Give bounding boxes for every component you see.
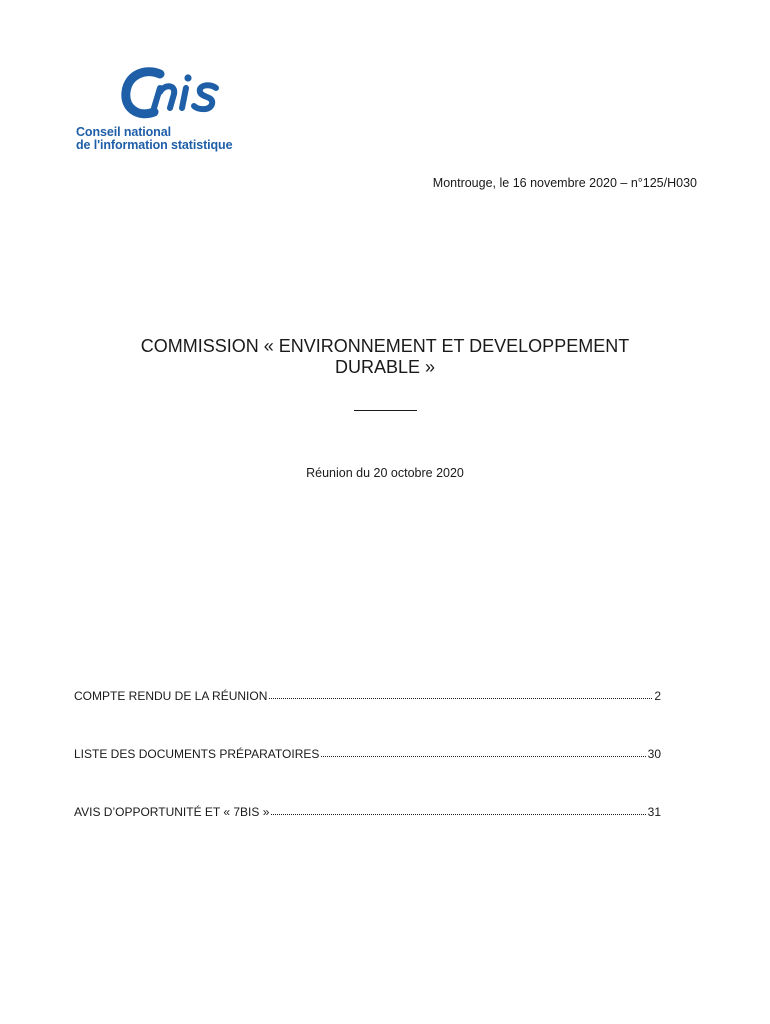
org-name [76, 126, 232, 152]
document-title-line2: DURABLE » [334, 357, 436, 377]
toc-leader-dots [321, 746, 645, 757]
cnis-logo-mark [120, 66, 230, 120]
toc-entry-label: LISTE DES DOCUMENTS PRÉPARATOIRES [74, 747, 320, 761]
document-title-line1: COMMISSION « ENVIRONNEMENT ET DEVELOPPEMENT [140, 336, 630, 356]
toc-entry-label: AVIS D’OPPORTUNITÉ ET « 7BIS » [74, 805, 270, 819]
toc-entry-label: COMPTE RENDU DE LA RÉUNION [74, 689, 268, 703]
table-of-contents [74, 689, 661, 863]
toc-entry-page: 30 [647, 747, 661, 761]
toc-entry-page: 31 [647, 805, 661, 819]
org-name-line1: Conseil national [76, 125, 171, 139]
org-name-line2: de l'information statistique [76, 138, 233, 152]
toc-entry-page: 2 [654, 689, 661, 703]
toc-leader-dots [271, 804, 645, 815]
toc-leader-dots [269, 688, 652, 699]
meeting-date: Réunion du 20 octobre 2020 [306, 466, 464, 480]
toc-entry[interactable] [74, 747, 661, 763]
cnis-logo [76, 66, 256, 156]
document-title [0, 336, 770, 378]
title-underline-divider [354, 410, 417, 411]
dateline: Montrouge, le 16 novembre 2020 – n°125/H030 [432, 176, 697, 190]
toc-entry[interactable] [74, 805, 661, 821]
toc-entry[interactable] [74, 689, 661, 705]
